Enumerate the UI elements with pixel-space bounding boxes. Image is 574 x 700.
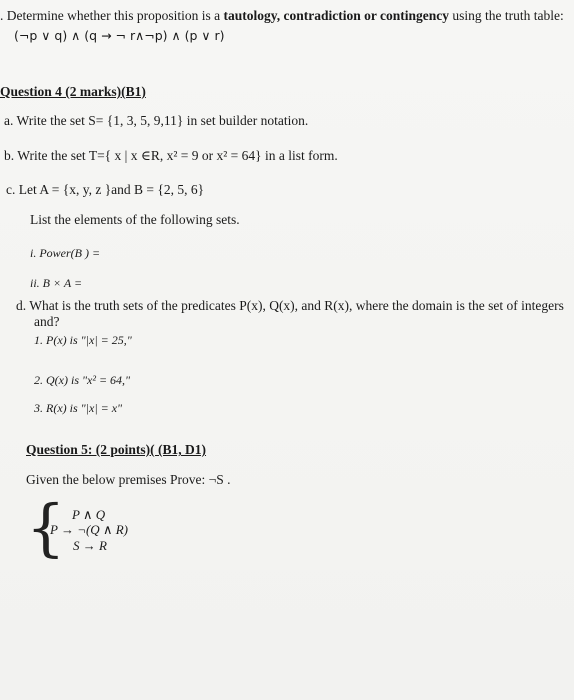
q4-heading: Question 4 (2 marks)(B1) xyxy=(0,84,146,99)
intro-formula: (¬p ∨ q) ∧ (q → ¬ r∧¬p) ∧ (p ∨ r) xyxy=(14,28,225,43)
intro-suffix: using the truth table: xyxy=(448,8,564,23)
q4-part-d-1: 1. P(x) is "|x| = 25," xyxy=(34,333,132,347)
q4-part-d-3: 3. R(x) is "|x| = x" xyxy=(34,401,123,415)
premises-brace: { xyxy=(26,491,66,564)
q4-part-c: c. Let A = {x, y, z }and B = {2, 5, 6} xyxy=(6,182,205,197)
intro-line xyxy=(0,8,564,24)
q4-part-c-i: i. Power(B ) = xyxy=(30,246,101,260)
q4-part-d-line1: d. What is the truth sets of the predicates P(x), Q(x), and R(x), where the domain is the set of integers xyxy=(16,298,564,313)
q5-heading: Question 5: (2 points)( (B1, D1) xyxy=(26,442,207,457)
q4-part-d-line2: and? xyxy=(34,314,60,329)
intro-prefix: . Determine whether this proposition is a xyxy=(0,8,224,23)
premise-3: S → R xyxy=(73,538,107,553)
premise-2: P → ¬(Q ∧ R) xyxy=(50,522,128,537)
intro-bold: tautology, contradiction or contingency xyxy=(223,8,449,23)
q4-part-d-2: 2. Q(x) is "x² = 64," xyxy=(34,373,131,387)
q4-part-b: b. Write the set T={ x | x ∈R, x² = 9 or x² = 64} in a list form. xyxy=(4,148,338,163)
q4-part-a: a. Write the set S= {1, 3, 5, 9,11} in set builder notation. xyxy=(4,113,309,128)
q4-part-c-instruction: List the elements of the following sets. xyxy=(30,212,240,227)
q4-part-c-ii: ii. B × A = xyxy=(30,276,83,290)
premise-1: P ∧ Q xyxy=(72,507,106,522)
q5-given: Given the below premises Prove: ¬S . xyxy=(26,472,231,487)
